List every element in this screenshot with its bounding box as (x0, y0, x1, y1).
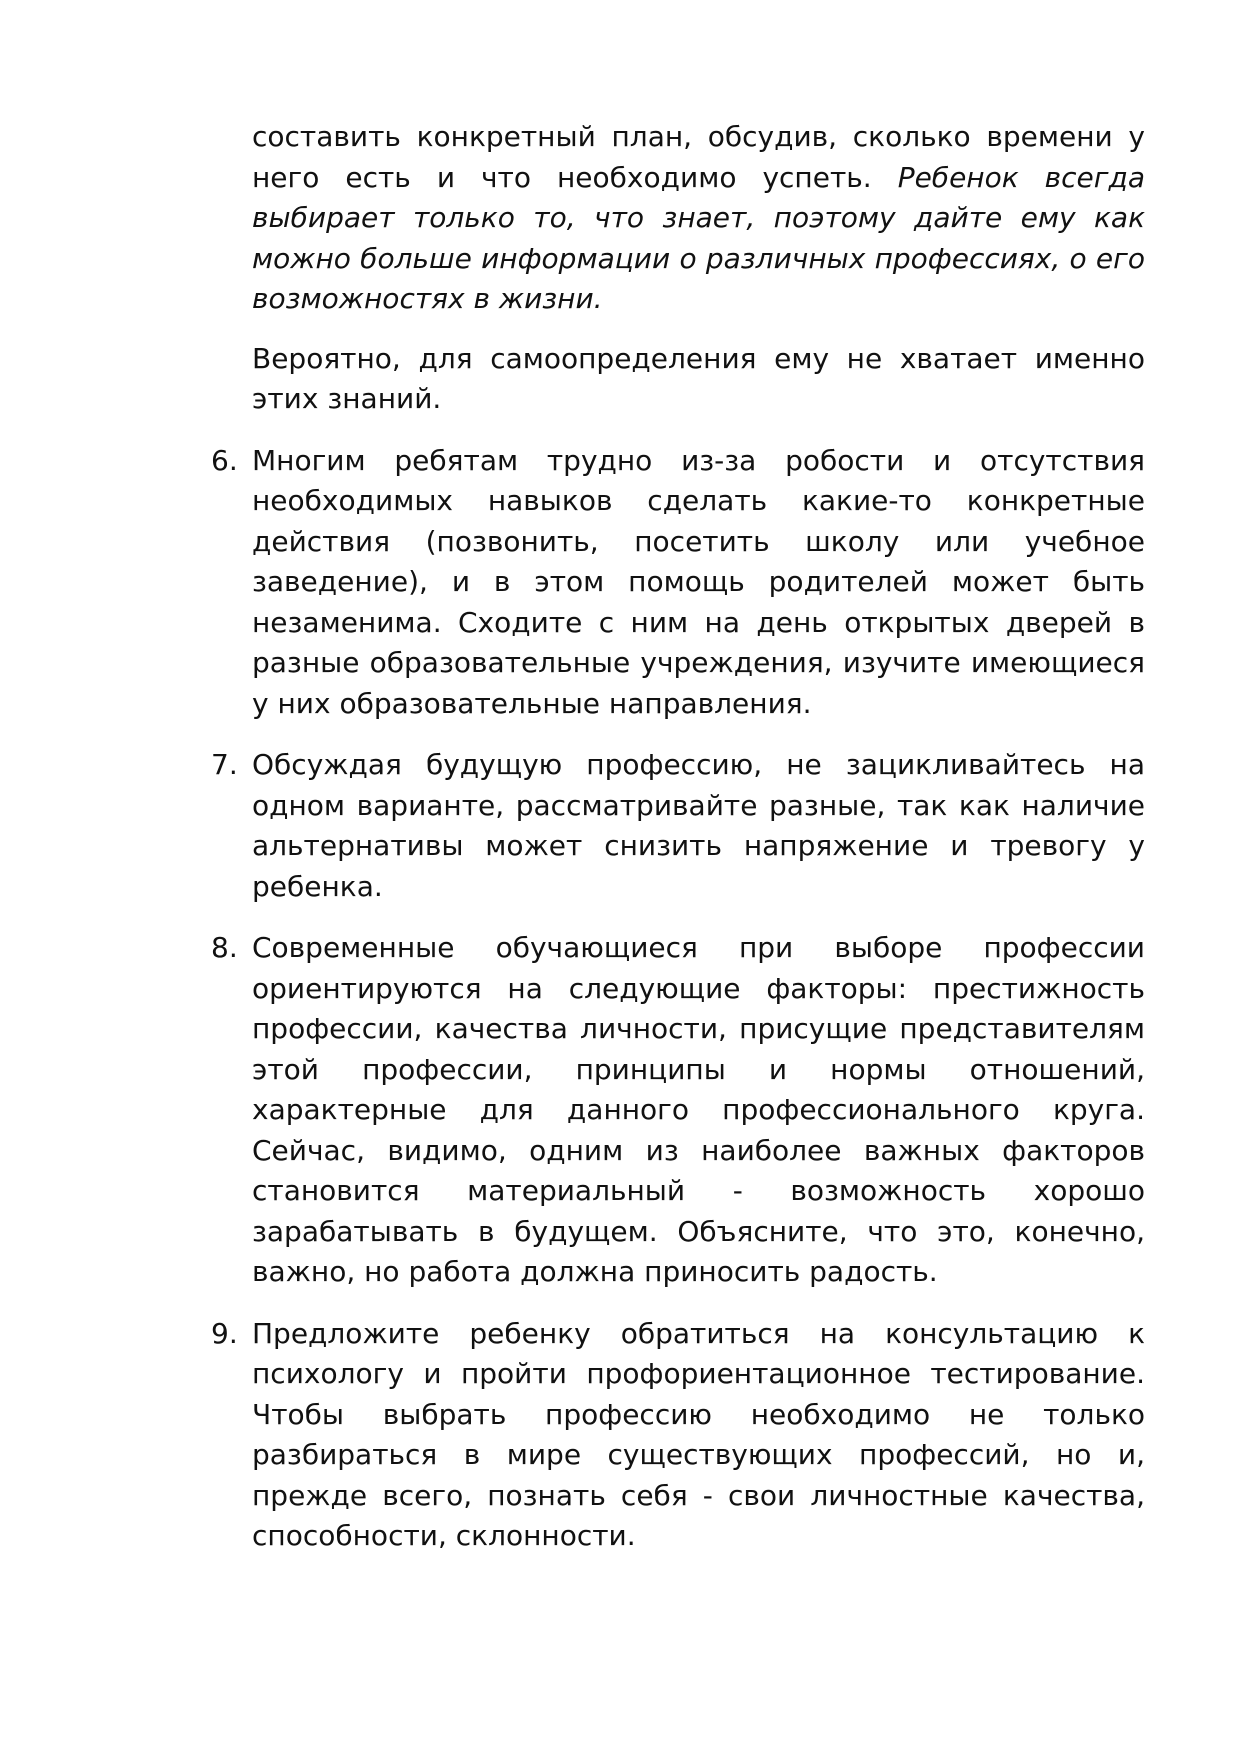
list-item-text: Обсуждая будущую профессию, не зацикливайтесь на одном варианте, рассматривайте разные, так как наличие альтернативы может снизить напряжение и тревогу у ребенка. (252, 748, 1145, 903)
list-item-9 (211, 1314, 1145, 1557)
list-item-number: 8. (211, 931, 238, 964)
list-item-6 (211, 441, 1145, 725)
list-item-text: Предложите ребенку обратиться на консультацию к психологу и пройти профориентационное тестирование. Чтобы выбрать профессию необходимо не только разбираться в мире существующих профессий, но и, прежде всего, познать себя - свои личностные качества, способности, склонности. (252, 1316, 1145, 1552)
list-item-7 (211, 745, 1145, 907)
intro-italic-text: Ребенок всегда выбирает только то, что знает, поэтому дайте ему как можно больше информации о различных профессиях, о его возможностях в жизни. (252, 160, 1145, 315)
intro-paragraph (252, 117, 1145, 320)
list-item-8 (211, 928, 1145, 1293)
page-content (211, 117, 1145, 1557)
list-item-text: Многим ребятам трудно из-за робости и отсутствия необходимых навыков сделать какие-то конкретные действия (позвонить, посетить школу или учебное заведение), и в этом помощь родителей может быть незаменима. Сходите с ним на день открытых дверей в разные образовательные учреждения, изучите имеющиеся у них образовательные направления. (252, 443, 1145, 720)
list-item-text: Современные обучающиеся при выборе профессии ориентируются на следующие факторы: престижность профессии, качества личности, присущие представителям этой профессии, принципы и нормы отношений, характерные для данного профессионального круга. Сейчас, видимо, одним из наиболее важных факторов становится материальный - возможность хорошо зарабатывать в будущем. Объясните, что это, конечно, важно, но работа должна приносить радость. (252, 931, 1145, 1288)
list-item-number: 7. (211, 748, 238, 781)
intro-second-paragraph: Вероятно, для самоопределения ему не хватает именно этих знаний. (252, 341, 1145, 415)
list-item-number: 9. (211, 1316, 238, 1350)
list-item-number: 6. (211, 443, 238, 477)
intro-plain-text: составить конкретный план, обсудив, сколько времени у него есть и что необходимо успеть. (252, 120, 1145, 194)
